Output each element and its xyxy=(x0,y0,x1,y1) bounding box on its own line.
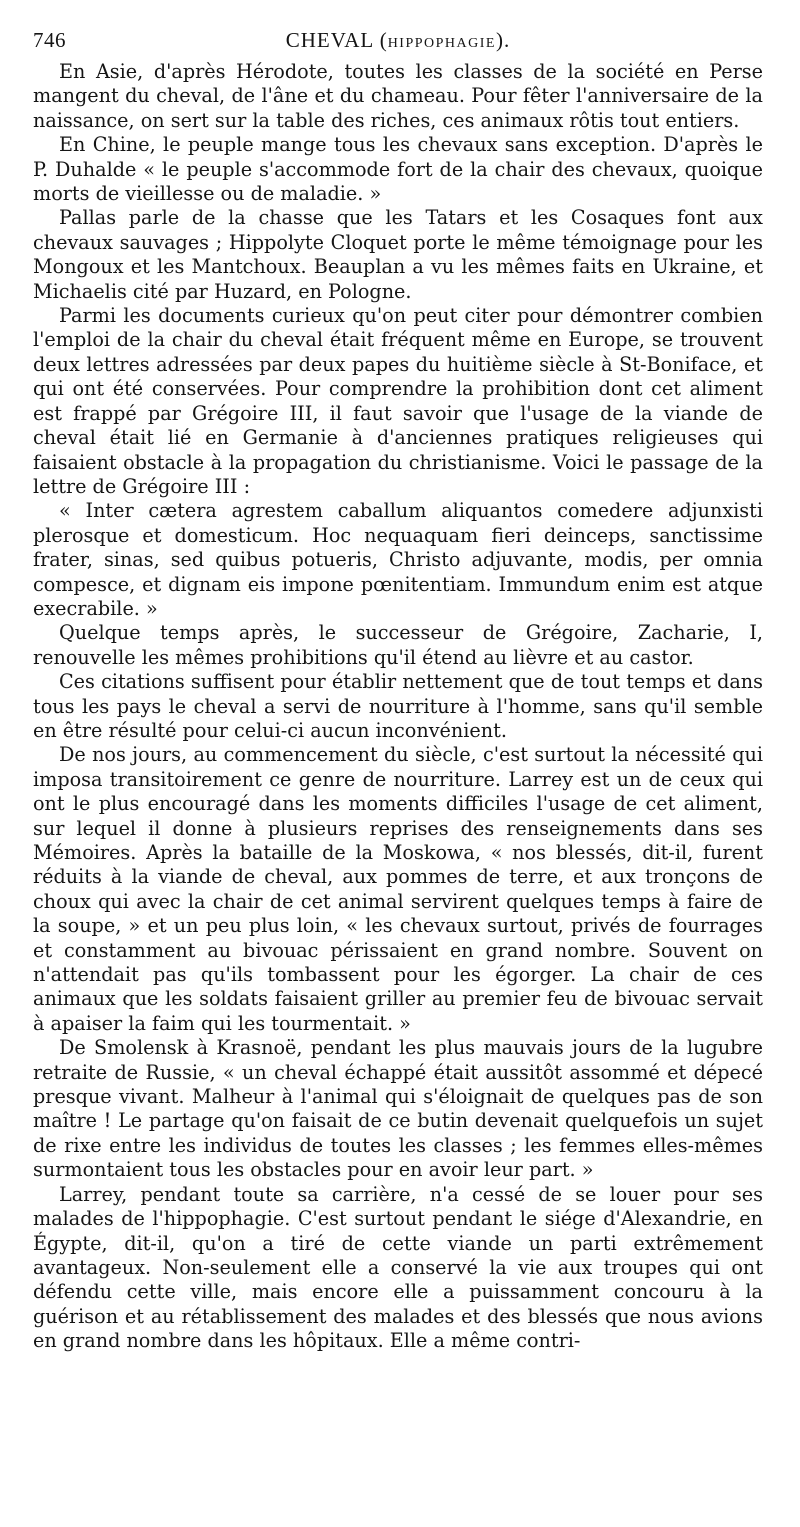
paragraph-larrey-egypte: Larrey, pendant toute sa carrière, n'a cessé de se louer pour ses malades de l'hippophagie. C'est surtout pendant le siége d'Alexandrie, en Égypte, dit-il, qu'on a tiré de cette viande un parti extrêmement avantageux. Non-seulement elle a conservé la vie aux troupes qui ont défendu cette ville, mais encore elle a puissamment concouru à la guérison et au rétablissement des malades et des blessés que nous avions en grand nombre dans les hôpitaux. Elle a même contri- xyxy=(33,1182,763,1353)
paragraph-latin-quote: « Inter cætera agrestem caballum aliquantos comedere adjunxisti plerosque et domesticum. Hoc nequaquam fieri deinceps, sanctissime frater, sinas, sed quibus potueris, Christo adjuvante, modis, per omnia compesce, et dignam eis impone pœnitentiam. Immundum enim est atque execrabile. » xyxy=(33,499,763,620)
paragraph-chine: En Chine, le peuple mange tous les chevaux sans exception. D'après le P. Duhalde « le peuple s'accommode fort de la chair des chevaux, quoique morts de vieillesse ou de maladie. » xyxy=(33,133,763,206)
page-header xyxy=(33,28,763,60)
paragraph-zacharie: Quelque temps après, le successeur de Grégoire, Zacharie, I, renouvelle les mêmes prohibitions qu'il étend au lièvre et au castor. xyxy=(33,621,763,669)
page-number: 746 xyxy=(33,28,66,52)
paragraph-larrey-moskowa: De nos jours, au commencement du siècle, c'est surtout la nécessité qui imposa transitoirement ce genre de nourriture. Larrey est un de ceux qui ont le plus encouragé dans les moments difficiles l'usage de cet aliment, sur lequel il donne à plusieurs reprises des renseignements dans ses Mémoires. Après la bataille de la Moskowa, « nos blessés, dit-il, furent réduits à la viande de cheval, aux pommes de terre, et aux tronçons de choux qui avec la chair de cet animal servirent quelques temps à faire de la soupe, » et un peu plus loin, « les chevaux surtout, privés de fourrages et constamment au bivouac périssaient en grand nombre. Souvent on n'attendait pas qu'ils tombassent pour les égorger. La chair de ces animaux que les soldats faisaient griller au premier feu de bivouac servait à apaiser la faim qui les tourmentait. » xyxy=(33,743,763,1035)
running-head-paren-open: ( xyxy=(373,28,388,52)
book-page xyxy=(33,28,763,1354)
running-head-paren-close: ). xyxy=(495,28,511,52)
paragraph-asie: En Asie, d'après Hérodote, toutes les classes de la société en Perse mangent du cheval, de l'âne et du chameau. Pour fêter l'anniversaire de la naissance, on sert sur la table des riches, ces animaux rôtis tout entiers. xyxy=(33,60,763,132)
paragraph-citations: Ces citations suffisent pour établir nettement que de tout temps et dans tous les pays le cheval a servi de nourriture à l'homme, sans qu'il semble en être résulté pour celui-ci aucun inconvénient. xyxy=(33,670,763,742)
paragraph-pallas: Pallas parle de la chasse que les Tatars et les Cosaques font aux chevaux sauvages ; Hippolyte Cloquet porte le même témoignage pour les Mongoux et les Mantchoux. Beauplan a vu les mêmes faits en Ukraine, et Michaelis cité par Huzard, en Pologne. xyxy=(33,206,763,303)
running-head-subtitle: HIPPOPHAGIE xyxy=(387,36,496,51)
running-head-main: CHEVAL xyxy=(285,28,374,52)
body-text xyxy=(33,60,763,1354)
paragraph-documents: Parmi les documents curieux qu'on peut citer pour démontrer combien l'emploi de la chair du cheval était fréquent même en Europe, se trouvent deux lettres adressées par deux papes du huitième siècle à St-Boniface, et qui ont été conservées. Pour comprendre la prohibition dont cet aliment est frappé par Grégoire III, il faut savoir que l'usage de la viande de cheval était lié en Germanie à d'anciennes pratiques religieuses qui faisaient obstacle à la propagation du christianisme. Voici le passage de la lettre de Grégoire III : xyxy=(33,304,763,498)
paragraph-smolensk: De Smolensk à Krasnoë, pendant les plus mauvais jours de la lugubre retraite de Russie, « un cheval échappé était aussitôt assommé et dépecé presque vivant. Malheur à l'animal qui s'éloignait de quelques pas de son maître ! Le partage qu'on faisait de ce butin devenait quelquefois un sujet de rixe entre les individus de toutes les classes ; les femmes elles-mêmes surmontaient tous les obstacles pour en avoir leur part. » xyxy=(33,1036,763,1182)
running-head xyxy=(33,28,763,53)
